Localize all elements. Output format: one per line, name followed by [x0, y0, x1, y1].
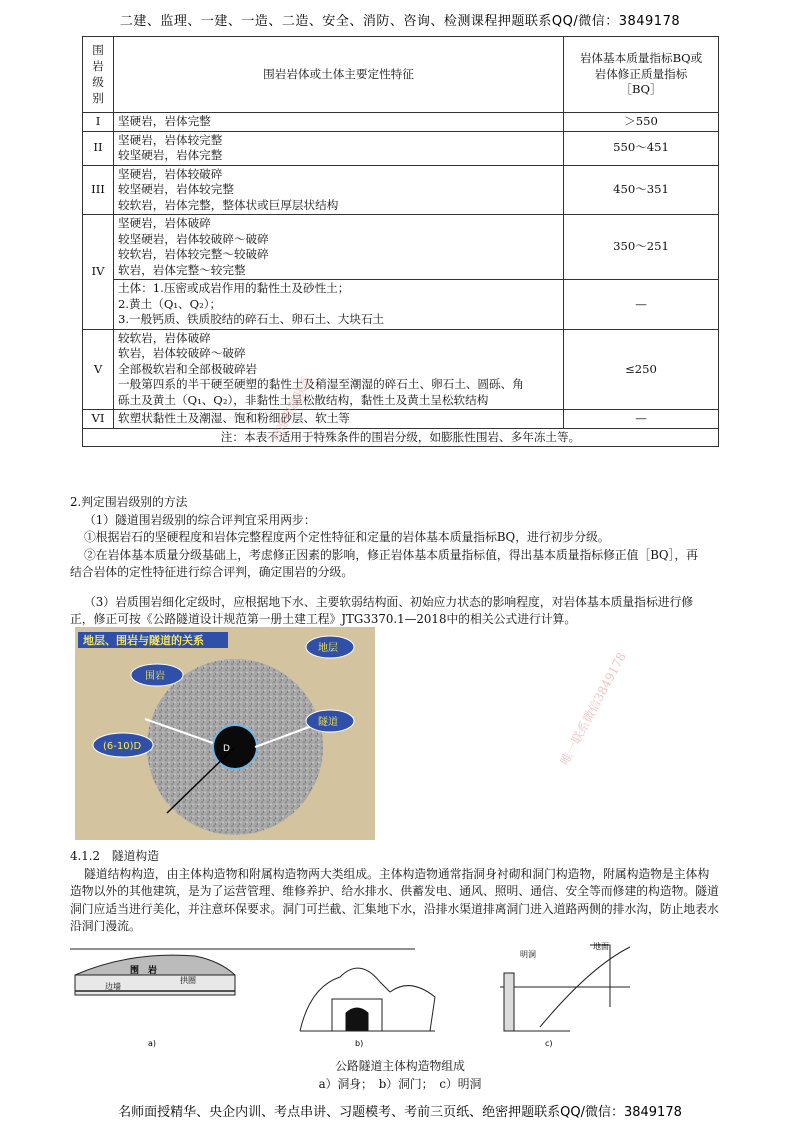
- desc-line: 较软岩，岩体较完整～较破碎: [118, 247, 269, 261]
- header-val-line: 岩体基本质量指标BQ或: [579, 51, 703, 66]
- desc-cell: [114, 215, 564, 280]
- sub-a-label: a): [148, 1039, 157, 1048]
- section-412-title: 4.1.2 隧道构造: [70, 849, 160, 863]
- table-row: [83, 329, 719, 410]
- desc-cell: [114, 165, 564, 215]
- surround-rock-label: 围岩: [145, 671, 165, 682]
- tunnel-diameter-label: D: [223, 744, 230, 754]
- header-grade-text: 围岩级别: [92, 43, 104, 106]
- desc-line: 较坚硬岩，岩体较完整: [118, 182, 234, 196]
- range-label: (6-10)D: [103, 741, 142, 752]
- paragraph: 结合岩体的定性特征进行综合评判，确定围岩的分级。: [70, 565, 354, 579]
- table-row: [83, 280, 719, 330]
- desc-line: 较软岩，岩体完整，整体状或巨厚层状结构: [118, 197, 339, 212]
- desc-cell: [114, 410, 564, 429]
- col-grade-header: [83, 37, 114, 113]
- grade-cell: IV: [83, 215, 114, 330]
- grade-cell: I: [83, 113, 114, 132]
- paragraph: （1）隧道围岩级别的综合评判宜采用两步：: [84, 512, 316, 527]
- desc-cell: [114, 329, 564, 410]
- tunnel-label: 隧道: [318, 717, 338, 728]
- desc-cell: [114, 131, 564, 165]
- desc-line: 坚硬岩，岩体较破碎: [118, 166, 223, 181]
- desc-line: 砾土及黄土（Q₁、Q₂），非黏性土呈松散结构，黏性土及黄土呈松软结构: [118, 392, 489, 407]
- desc-line: 坚硬岩，岩体破碎: [118, 216, 211, 230]
- open-cut-label: 明洞: [520, 950, 536, 959]
- section-2-body: [70, 494, 740, 629]
- paragraph: 造物以外的其他建筑，是为了运营管理、维修养护、给水排水、供蓄发电、通风、照明、通信、安全等而修建的构造物。隧道: [70, 884, 719, 898]
- watermark: 精准押题联系: [268, 373, 315, 444]
- strata-figure: [75, 627, 375, 840]
- desc-cell: [114, 113, 564, 132]
- desc-line: 较软岩，岩体破碎: [118, 330, 211, 345]
- paragraph: 沿洞门漫流。: [70, 919, 141, 933]
- page-footer: 名师面授精华、央企内训、考点串讲、习题模考、考前三页纸、绝密押题联系QQ/微信：3849178: [118, 1105, 682, 1120]
- tunnel-structure-drawing: [70, 942, 740, 1050]
- figure-subcaption: a）洞身； b）洞门； c）明洞: [318, 1077, 482, 1091]
- table-row: [83, 113, 719, 132]
- desc-line: 坚硬岩，岩体较完整: [118, 132, 223, 147]
- table-note-row: [83, 428, 719, 447]
- ground-label: 地面: [593, 942, 609, 951]
- header-val-line: 岩体修正质量指标: [594, 66, 688, 81]
- sub-c-label: c): [545, 1039, 553, 1048]
- desc-line: 坚硬岩，岩体完整: [118, 114, 211, 128]
- desc-line: 较坚硬岩，岩体完整: [118, 148, 223, 162]
- grade-cell: II: [83, 131, 114, 165]
- table-note: 注：本表不适用于特殊条件的围岩分级，如膨胀性围岩、多年冻土等。: [83, 428, 719, 447]
- tunnel-structure-figure: [70, 942, 740, 1050]
- table-row: [83, 410, 719, 429]
- strata-illustration: [75, 627, 375, 840]
- figure-caption: 公路隧道主体构造物组成: [335, 1059, 465, 1073]
- paragraph: 正，修正可按《公路隧道设计规范第一册土建工程》JTG3370.1—2018中的相关公式进行计算。: [70, 612, 577, 626]
- desc-line: 2.黄土（Q₁、Q₂）；: [118, 296, 222, 311]
- desc-line: 土体：1.压密或成岩作用的黏性土及砂性土；: [118, 281, 350, 295]
- value-cell: ≤250: [564, 329, 719, 410]
- watermark: 唯一联系微信3849178: [557, 650, 629, 768]
- paragraph: ②在岩体基本质量分级基础上，考虑修正因素的影响，修正岩体基本质量指标值，得出基本质量指标修正值［BQ］，再: [84, 547, 699, 562]
- paragraph: 洞门应适当进行美化，并注意环保要求。洞门可拦截、汇集地下水，沿排水渠道排离洞门进入道路两侧的排水沟，防止地表水: [70, 901, 719, 916]
- value-cell: 550～451: [564, 131, 719, 165]
- stratum-label: 地层: [318, 643, 338, 654]
- value-cell: —: [564, 280, 719, 330]
- sub-b-label: b): [355, 1039, 364, 1048]
- paragraph: （3）岩质围岩细化定级时，应根据地下水、主要软弱结构面、初始应力状态的影响程度，对岩体基本质量指标进行修: [84, 594, 694, 609]
- grade-cell: V: [83, 329, 114, 410]
- table-row: [83, 131, 719, 165]
- value-cell: ＞550: [564, 113, 719, 132]
- desc-line: 全部极软岩和全部极破碎岩: [118, 361, 258, 376]
- desc-line: 较坚硬岩，岩体较破碎～破碎: [118, 231, 269, 246]
- table-row: [83, 165, 719, 215]
- col-desc-header: 围岩岩体或土体主要定性特征: [114, 37, 564, 113]
- grade-cell: III: [83, 165, 114, 215]
- value-cell: 450～351: [564, 165, 719, 215]
- value-cell: 350～251: [564, 215, 719, 280]
- header-val-line: ［BQ］: [620, 82, 662, 97]
- wall-label: 边墙: [105, 982, 121, 991]
- vault-label: 拱圈: [180, 976, 196, 985]
- paragraph: ①根据岩石的坚硬程度和岩体完整程度两个定性特征和定量的岩体基本质量指标BQ，进行初步分级。: [84, 530, 610, 544]
- page-header: 二建、监理、一建、一造、二造、安全、消防、咨询、检测课程押题联系QQ/微信：3849178: [119, 14, 681, 29]
- col-value-header: [564, 37, 719, 113]
- desc-line: 一般第四系的半干硬至硬塑的黏性土及稍湿至潮湿的碎石土、卵石土、圆砾、角: [118, 377, 524, 391]
- section-412-body: [70, 848, 740, 936]
- desc-line: 软岩，岩体完整～较完整: [118, 262, 246, 277]
- spacer: [70, 582, 740, 594]
- desc-cell: [114, 280, 564, 330]
- rock-grade-table: [82, 36, 719, 447]
- desc-line: 软岩，岩体较破碎～破碎: [118, 346, 246, 360]
- desc-line: 软塑状黏性土及潮湿、饱和粉细砂层、软土等: [118, 411, 350, 425]
- desc-line: 3.一般钙质、铁质胶结的碎石土、卵石土、大块石土: [118, 312, 385, 326]
- table-row: [83, 215, 719, 280]
- grade-cell: VI: [83, 410, 114, 429]
- value-cell: —: [564, 410, 719, 429]
- table-header-row: [83, 37, 719, 113]
- paragraph: 隧道结构构造，由主体构造物和附属构造物两大类组成。主体构造物通常指洞身衬砌和洞门构造物，附属构造物是主体构: [84, 866, 710, 881]
- section-2-title: 2.判定围岩级别的方法: [70, 495, 188, 509]
- figure-title: 地层、围岩与隧道的关系: [83, 634, 204, 647]
- rock-label: 围 岩: [130, 966, 158, 976]
